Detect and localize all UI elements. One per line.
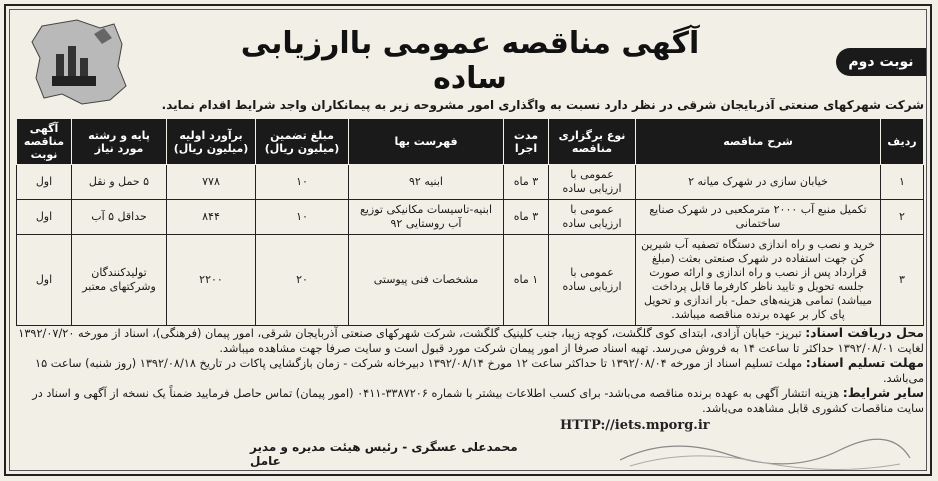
cell-grade: ۵ حمل و نقل [72, 165, 167, 200]
table-row [17, 165, 924, 200]
cell-row-number: ۳ [881, 235, 924, 326]
delivery-paragraph [14, 356, 924, 386]
cell-guarantee: ۱۰ [256, 200, 349, 235]
badge-text: نوبت دوم [848, 54, 914, 70]
intro-text: شرکت شهرکهای صنعتی آذربایجان شرقی در نظر دارد نسبت به واگذاری امور مشروحه زیر به پیمانکاران واجد شرایط اقدام نماید. [161, 98, 924, 112]
col-type: نوع برگزاری مناقصه [549, 119, 636, 165]
company-logo [22, 14, 132, 109]
cell-guarantee: ۲۰ [256, 235, 349, 326]
cell-type: عمومی با ارزیابی ساده [549, 165, 636, 200]
col-row-number: ردیف [881, 119, 924, 165]
delivery-text: مهلت تسلیم اسناد از مورخه ۱۳۹۲/۰۸/۰۴ تا حداکثر ساعت ۱۲ مورخ ۱۳۹۲/۰۸/۱۴ دبیرخانه شرکت - زمان بازگشایی پاکات در تاریخ ۱۳۹۲/۰۸/۱۸ (روز شنبه) ساعت ۱۵ می‌باشد. [35, 357, 924, 385]
col-guarantee: مبلغ تضمین (میلیون ریال) [256, 119, 349, 165]
cell-grade: تولیدکنندگان وشرکتهای معتبر [72, 235, 167, 326]
table-row [17, 235, 924, 326]
col-description: شرح مناقصه [636, 119, 881, 165]
col-grade: پایه و رشته مورد نیاز [72, 119, 167, 165]
other-paragraph [14, 386, 924, 416]
cell-estimate: ۲۲۰۰ [167, 235, 256, 326]
receive-label: محل دریافت اسناد: [805, 325, 924, 340]
cell-description: تکمیل منبع آب ۲۰۰۰ مترمکعبی در شهرک صنایع ساختمانی [636, 200, 881, 235]
cell-price-list: ابنیه ۹۲ [349, 165, 504, 200]
cell-duration: ۱ ماه [504, 235, 549, 326]
other-label: سایر شرایط: [842, 385, 924, 400]
col-price-list: فهرست بها [349, 119, 504, 165]
col-estimate: برآورد اولیه (میلیون ریال) [167, 119, 256, 165]
cell-round: اول [17, 235, 72, 326]
col-duration: مدت اجرا [504, 119, 549, 165]
tender-table [16, 118, 924, 326]
cell-price-list: مشخصات فنی پیوستی [349, 235, 504, 326]
second-round-badge [836, 48, 926, 76]
table-header-row [17, 119, 924, 165]
receive-text: تبریز- خیابان آزادی، ابتدای کوی گلگشت، کوچه زیبا، جنب کلینیک گلگشت، شرکت شهرکهای صنعتی آذربایجان شرقی، امور پیمان (فرهنگی)، اسناد از مورخه ۱۳۹۲/۰۷/۲۰ لغایت ۱۳۹۲/۰۸/۰۱ حداکثر تا ساعت ۱۴ به فروش می‌رسد. تهیه اسناد صرفا از امور پیمان شرکت مورد قبول است و سایت صرفا جهت مشاهده میباشد. [18, 327, 924, 355]
cell-round: اول [17, 200, 72, 235]
cell-row-number: ۲ [881, 200, 924, 235]
signature: محمدعلی عسگری - رئیس هیئت مدیره و مدیر عامل [250, 440, 518, 468]
cell-estimate: ۸۴۴ [167, 200, 256, 235]
cell-description: خیابان سازی در شهرک میانه ۲ [636, 165, 881, 200]
cell-price-list: ابنیه-تاسیسات مکانیکی توزیع آب روستایی ۹۲ [349, 200, 504, 235]
cell-duration: ۳ ماه [504, 165, 549, 200]
other-text: هزینه انتشار آگهی به عهده برنده مناقصه می‌باشد- برای کسب اطلاعات بیشتر با شماره ۳۳۸۷۲۰۶-۰۴۱۱ (امور پیمان) تماس حاصل فرمایید ضمناً یک نسخه از آگهی و اسناد در سایت مناقصات کشوری [32, 387, 924, 415]
cell-type: عمومی با ارزیابی ساده [549, 235, 636, 326]
cell-grade: حداقل ۵ آب [72, 200, 167, 235]
receive-paragraph [14, 326, 924, 356]
cell-description: خرید و نصب و راه اندازی دستگاه تصفیه آب شیرین کن جهت استفاده در شهرک صنعتی بعثت (مبلغ قرارداد پس از نصب و راه اندازی و ارائه صورت جلسه تحویل و تایید ناظر کارفرما قابل پرداخت میباشد) تمامی هزینه‌های حمل- بار اندازی و تحویل پای کار بر عهده برنده مناقصه میباشد. [636, 235, 881, 326]
website-link[interactable]: HTTP://iets.mporg.ir [560, 418, 710, 433]
cell-type: عمومی با ارزیابی ساده [549, 200, 636, 235]
conditions-section [14, 326, 924, 416]
other-tail: قابل مشاهده می‌باشد. [702, 401, 809, 415]
cell-estimate: ۷۷۸ [167, 165, 256, 200]
decorative-ornament [610, 430, 920, 470]
delivery-label: مهلت تسلیم اسناد: [805, 355, 924, 370]
col-round: آگهی مناقصه نوبت [17, 119, 72, 165]
table-row [17, 200, 924, 235]
cell-round: اول [17, 165, 72, 200]
cell-duration: ۳ ماه [504, 200, 549, 235]
cell-row-number: ۱ [881, 165, 924, 200]
cell-guarantee: ۱۰ [256, 165, 349, 200]
ad-title: آگهی مناقصه عمومی باارزیابی ساده [240, 26, 700, 96]
